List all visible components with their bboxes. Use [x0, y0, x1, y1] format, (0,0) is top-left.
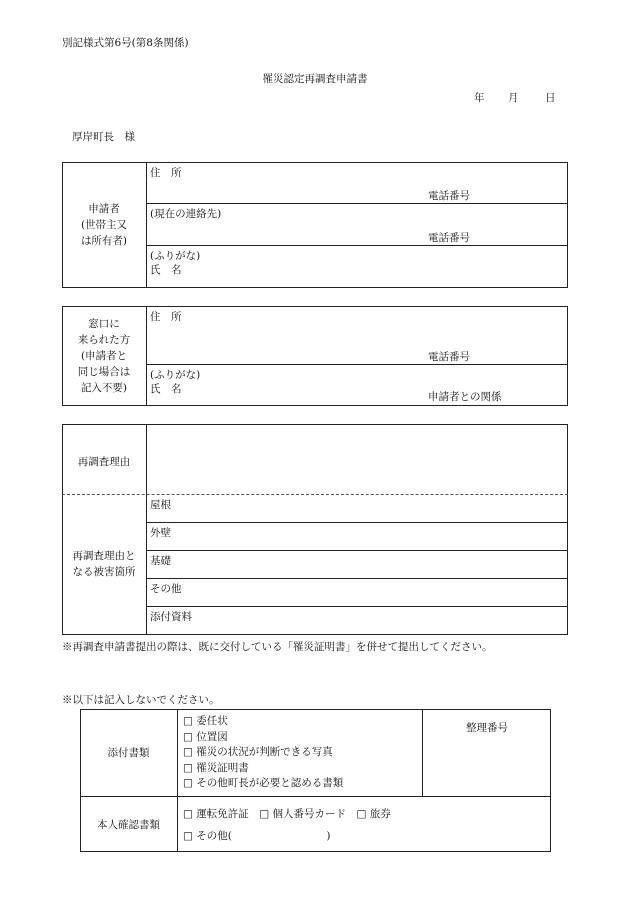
attachment-item: □ 位置図	[183, 730, 228, 743]
damage-row-outer-wall: 外壁	[150, 527, 171, 539]
form-id: 別記様式第6号(第8条関係)	[62, 37, 189, 49]
visitor-name-field[interactable]	[180, 378, 420, 402]
visitor-label: 窓口に 来られた方 (申請者と 同じ場合は 記入不要)	[77, 318, 131, 394]
visitor-address-field[interactable]	[150, 322, 562, 362]
visitor-furigana-label: (ふりがな)	[150, 369, 201, 381]
attachment-item: □ 罹災の状況が判断できる写真	[183, 746, 333, 758]
addressee: 厚岸町長 様	[72, 131, 135, 143]
visitor-relationship-label: 申請者との関係	[428, 391, 502, 403]
applicant-furigana-label: (ふりがな)	[150, 250, 201, 262]
id-documents-line1: □ 運転免許証 □ 個人番号カード □ 旅券	[183, 808, 391, 820]
reason-field[interactable]	[150, 428, 562, 490]
visitor-phone-label: 電話番号	[428, 351, 470, 363]
attachments-list	[183, 714, 343, 792]
reference-number-label: 整理番号	[466, 722, 508, 734]
applicant-contact-field[interactable]	[150, 218, 562, 244]
office-use-note: ※以下は記入しないでください。	[62, 694, 220, 706]
visitor-address-label: 住 所	[150, 311, 182, 323]
applicant-address-field[interactable]	[150, 175, 562, 203]
applicant-phone-label: 電話番号	[428, 190, 470, 202]
damage-row-other: その他	[150, 583, 182, 595]
visitor-name-label: 氏 名	[150, 383, 182, 395]
applicant-address-label: 住 所	[150, 167, 182, 179]
date-year: 年	[474, 92, 485, 104]
attachment-item: □ 罹災証明書	[183, 761, 249, 774]
date-month: 月	[508, 92, 519, 104]
date-day: 日	[545, 92, 556, 104]
id-documents-label: 本人確認書類	[97, 819, 160, 831]
damage-row-roof: 屋根	[150, 499, 171, 511]
attachment-item: □ その他町長が必要と認める書類	[183, 777, 344, 789]
damage-location-label: 再調査理由と なる被害箇所	[72, 550, 136, 578]
submission-note: ※再調査申請書提出の際は、既に交付している「罹災証明書」を併せて提出してください。	[62, 641, 493, 653]
reason-label: 再調査理由	[77, 456, 131, 468]
id-documents-line2: □ その他( )	[183, 830, 331, 842]
damage-row-foundation: 基礎	[150, 555, 171, 567]
damage-row-attachments: 添付資料	[150, 611, 192, 623]
applicant-phone2-label: 電話番号	[428, 232, 470, 244]
applicant-label: 申請者 (世帯主又 は所有者)	[80, 203, 128, 247]
applicant-name-field[interactable]	[180, 260, 562, 284]
form-title: 罹災認定再調査申請書	[262, 73, 368, 85]
attachment-item: □ 委任状	[183, 715, 228, 727]
applicant-contact-label: (現在の連絡先)	[150, 208, 222, 220]
applicant-name-label: 氏 名	[150, 264, 182, 276]
attachments-label: 添付書類	[107, 747, 150, 759]
